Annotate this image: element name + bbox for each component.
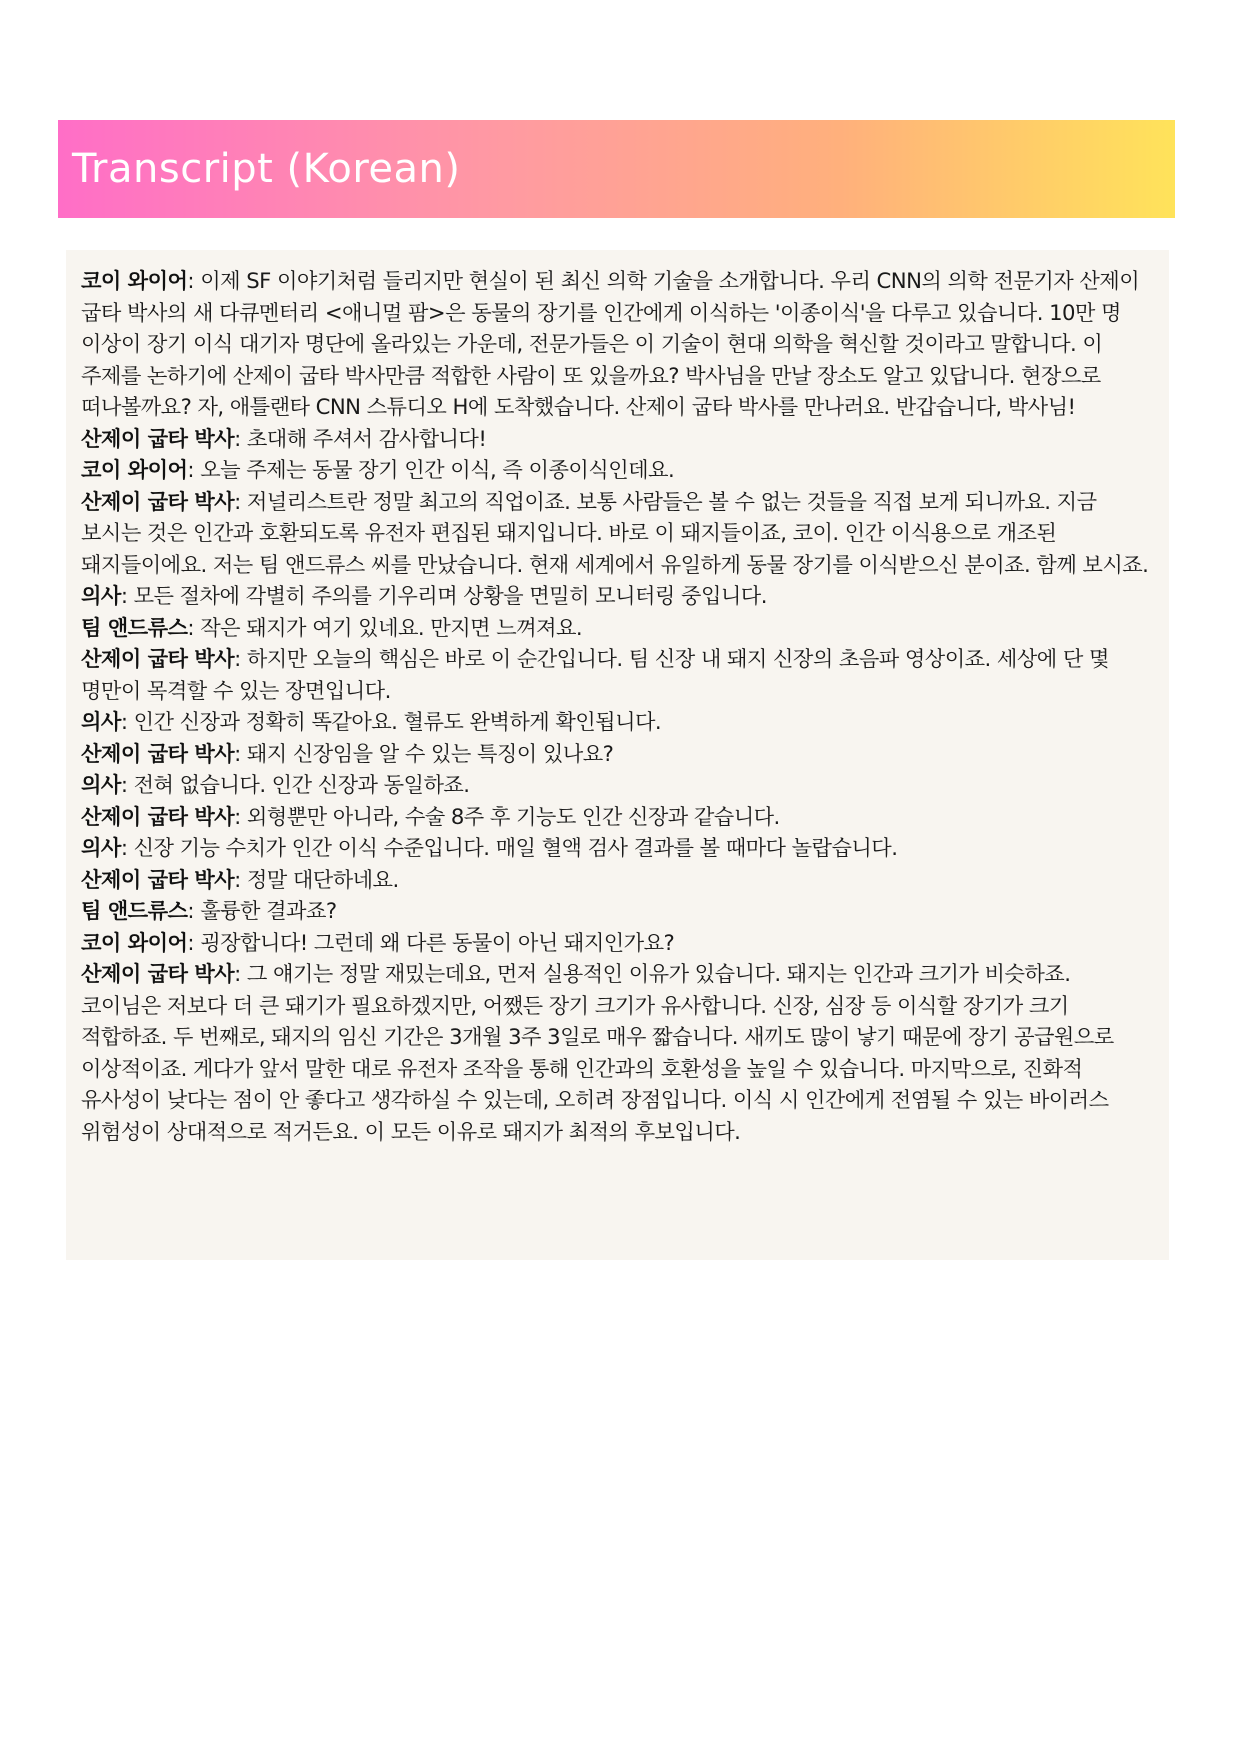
transcript-line: 산제이 굽타 박사: 저널리스트란 정말 최고의 직업이죠. 보통 사람들은 볼 수 없는 것들을 직접 보게 되니까요. 지금 보시는 것은 인간과 호환되도록 유전자 편집된 돼지입니다. 바로 이 돼지들이죠, 코이. 인간 이식용으로 개조된 돼지들이에요. 저는 팀 앤드류스 씨를 만났습니다. 현재 세계에서 유일하게 동물 장기를 이식받으신 분이죠. 함께 보시죠. [81, 488, 1149, 577]
transcript-line: 산제이 굽타 박사: 외형뿐만 아니라, 수술 8주 후 기능도 인간 신장과 같습니다. [81, 803, 780, 829]
transcript-line: 산제이 굽타 박사: 정말 대단하네요. [81, 866, 399, 892]
transcript-line: 의사: 모든 절차에 각별히 주의를 기우리며 상황을 면밀히 모니터링 중입니다. [81, 583, 767, 608]
line-text: 전혀 없습니다. 인간 신장과 동일하죠. [133, 772, 470, 797]
speaker-name: 산제이 굽타 박사 [81, 646, 235, 671]
title-banner [58, 120, 1175, 218]
speaker-name: 산제이 굽타 박사 [81, 488, 235, 514]
transcript-line: 산제이 굽타 박사: 돼지 신장임을 알 수 있는 특징이 있나요? [81, 740, 614, 766]
speaker-name: 산제이 굽타 박사 [81, 803, 235, 829]
speaker-name: 팀 앤드류스 [81, 898, 188, 923]
line-text: 오늘 주제는 동물 장기 인간 이식, 즉 이종이식인데요. [200, 457, 675, 482]
line-text: 외형뿐만 아니라, 수술 8주 후 기능도 인간 신장과 같습니다. [246, 803, 780, 829]
page-title: Transcript (Korean) [72, 146, 461, 192]
transcript-line: 팀 앤드류스: 훌륭한 결과죠? [81, 898, 337, 923]
speaker-name: 코이 와이어 [81, 457, 188, 482]
line-text: 초대해 주셔서 감사합니다! [246, 425, 487, 451]
line-text: 인간 신장과 정확히 똑같아요. 혈류도 완벽하게 확인됩니다. [133, 709, 662, 734]
transcript-line: 의사: 전혀 없습니다. 인간 신장과 동일하죠. [81, 772, 470, 797]
speaker-name: 의사 [81, 772, 121, 797]
transcript-line: 산제이 굽타 박사: 하지만 오늘의 핵심은 바로 이 순간입니다. 팀 신장 내 돼지 신장의 초음파 영상이죠. 세상에 단 몇 명만이 목격할 수 있는 장면입니다. [81, 646, 1109, 703]
line-text: 신장 기능 수치가 인간 이식 수준입니다. 매일 혈액 검사 결과를 볼 때마다 놀랍습니다. [133, 835, 898, 860]
speaker-name: 산제이 굽타 박사 [81, 425, 235, 451]
transcript-line: 코이 와이어: 이제 SF 이야기처럼 들리지만 현실이 된 최신 의학 기술을 소개합니다. 우리 CNN의 의학 전문기자 산제이 굽타 박사의 새 다큐멘터리 <애니멀 팜>은 동물의 장기를 인간에게 이식하는 '이종이식'을 다루고 있습니다. 10만 명 이상이 장기 이식 대기자 명단에 올라있는 가운데, 전문가들은 이 기술이 현대 의학을 혁신할 것이라고 말합니다. 이 주제를 논하기에 산제이 굽타 박사만큼 적합한 사람이 또 있을까요? 박사님을 만날 장소도 알고 있답니다. 현장으로 떠나볼까요? 자, 애틀랜타 CNN 스튜디오 H에 도착했습니다. 산제이 굽타 박사를 만나러요. 반갑습니다, 박사님! [81, 268, 1140, 419]
line-text: 하지만 오늘의 핵심은 바로 이 순간입니다. 팀 신장 내 돼지 신장의 초음파 영상이죠. 세상에 단 몇 명만이 목격할 수 있는 장면입니다. [81, 646, 1109, 703]
transcript-line: 코이 와이어: 오늘 주제는 동물 장기 인간 이식, 즉 이종이식인데요. [81, 457, 675, 482]
line-text: 굉장합니다! 그런데 왜 다른 동물이 아닌 돼지인가요? [200, 929, 675, 955]
speaker-name: 산제이 굽타 박사 [81, 961, 235, 986]
transcript-line: 팀 앤드류스: 작은 돼지가 여기 있네요. 만지면 느껴져요. [81, 614, 583, 640]
line-text: 저널리스트란 정말 최고의 직업이죠. 보통 사람들은 볼 수 없는 것들을 직접 보게 되니까요. 지금 보시는 것은 인간과 호환되도록 유전자 편집된 돼지입니다. 바로 이 돼지들이죠, 코이. 인간 이식용으로 개조된 돼지들이에요. 저는 팀 앤드류스 씨를 만났습니다. 현재 세계에서 유일하게 동물 장기를 이식받으신 분이죠. 함께 보시죠. [81, 488, 1149, 577]
line-text: 그 얘기는 정말 재밌는데요, 먼저 실용적인 이유가 있습니다. 돼지는 인간과 크기가 비슷하죠. 코이님은 저보다 더 큰 돼기가 필요하겠지만, 어쨌든 장기 크기가 유사합니다. 신장, 심장 등 이식할 장기가 크기 적합하죠. 두 번째로, 돼지의 임신 기간은 3개월 3주 3일로 매우 짧습니다. 새끼도 많이 낳기 때문에 장기 공급원으로 이상적이죠. 게다가 앞서 말한 대로 유전자 조작을 통해 인간과의 호환성을 높일 수 있습니다. 마지막으로, 진화적 유사성이 낮다는 점이 안 좋다고 생각하실 수 있는데, 오히려 장점입니다. 이식 시 인간에게 전염될 수 있는 바이러스 위험성이 상대적으로 적거든요. 이 모든 이유로 돼지가 최적의 후보입니다. [81, 961, 1114, 1144]
line-text: 훌륭한 결과죠? [200, 898, 337, 923]
speaker-name: 코이 와이어 [81, 268, 188, 293]
line-text: 모든 절차에 각별히 주의를 기우리며 상황을 면밀히 모니터링 중입니다. [133, 583, 767, 608]
speaker-name: 산제이 굽타 박사 [81, 740, 235, 766]
speaker-name: 의사 [81, 835, 121, 860]
transcript-line: 산제이 굽타 박사: 그 얘기는 정말 재밌는데요, 먼저 실용적인 이유가 있습니다. 돼지는 인간과 크기가 비슷하죠. 코이님은 저보다 더 큰 돼기가 필요하겠지만, 어쨌든 장기 크기가 유사합니다. 신장, 심장 등 이식할 장기가 크기 적합하죠. 두 번째로, 돼지의 임신 기간은 3개월 3주 3일로 매우 짧습니다. 새끼도 많이 낳기 때문에 장기 공급원으로 이상적이죠. 게다가 앞서 말한 대로 유전자 조작을 통해 인간과의 호환성을 높일 수 있습니다. 마지막으로, 진화적 유사성이 낮다는 점이 안 좋다고 생각하실 수 있는데, 오히려 장점입니다. 이식 시 인간에게 전염될 수 있는 바이러스 위험성이 상대적으로 적거든요. 이 모든 이유로 돼지가 최적의 후보입니다. [81, 961, 1114, 1144]
transcript-line: 의사: 인간 신장과 정확히 똑같아요. 혈류도 완벽하게 확인됩니다. [81, 709, 662, 734]
line-text: 돼지 신장임을 알 수 있는 특징이 있나요? [246, 740, 614, 766]
speaker-name: 의사 [81, 709, 121, 734]
line-text: 작은 돼지가 여기 있네요. 만지면 느껴져요. [200, 614, 583, 640]
speaker-name: 팀 앤드류스 [81, 614, 188, 640]
transcript-panel [66, 250, 1169, 1260]
speaker-name: 산제이 굽타 박사 [81, 866, 235, 892]
transcript-line: 의사: 신장 기능 수치가 인간 이식 수준입니다. 매일 혈액 검사 결과를 볼 때마다 놀랍습니다. [81, 835, 898, 860]
transcript-line: 코이 와이어: 굉장합니다! 그런데 왜 다른 동물이 아닌 돼지인가요? [81, 929, 675, 955]
transcript-line: 산제이 굽타 박사: 초대해 주셔서 감사합니다! [81, 425, 487, 451]
speaker-name: 의사 [81, 583, 121, 608]
line-text: 정말 대단하네요. [246, 866, 399, 892]
line-text: 이제 SF 이야기처럼 들리지만 현실이 된 최신 의학 기술을 소개합니다. 우리 CNN의 의학 전문기자 산제이 굽타 박사의 새 다큐멘터리 <애니멀 팜>은 동물의 장기를 인간에게 이식하는 '이종이식'을 다루고 있습니다. 10만 명 이상이 장기 이식 대기자 명단에 올라있는 가운데, 전문가들은 이 기술이 현대 의학을 혁신할 것이라고 말합니다. 이 주제를 논하기에 산제이 굽타 박사만큼 적합한 사람이 또 있을까요? 박사님을 만날 장소도 알고 있답니다. 현장으로 떠나볼까요? 자, 애틀랜타 CNN 스튜디오 H에 도착했습니다. 산제이 굽타 박사를 만나러요. 반갑습니다, 박사님! [81, 268, 1140, 419]
speaker-name: 코이 와이어 [81, 929, 188, 955]
